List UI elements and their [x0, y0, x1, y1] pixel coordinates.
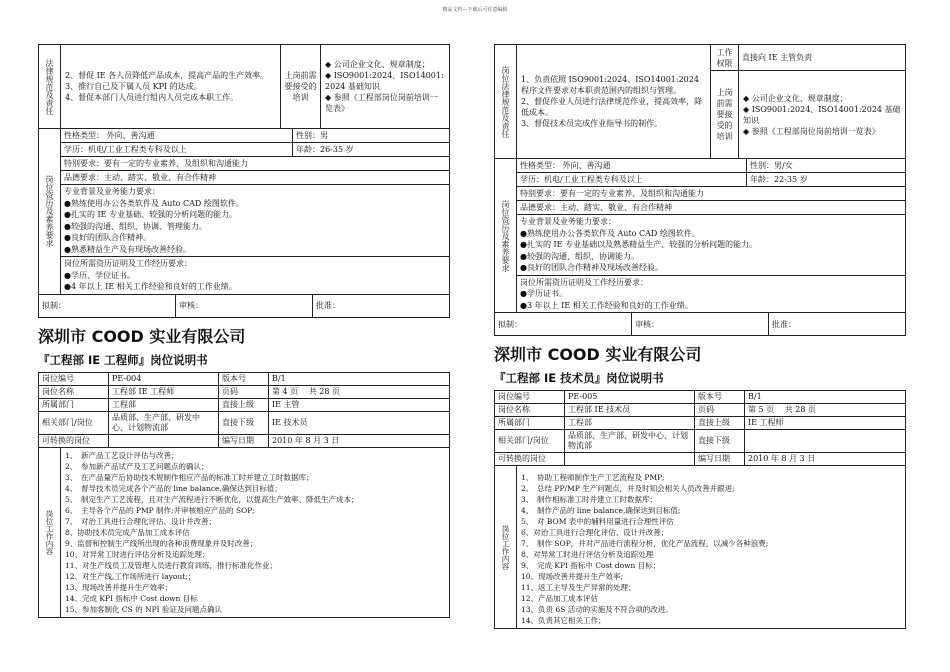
- sign-approve: 批准：: [769, 313, 906, 336]
- duty-item: 4、 督导技术员完成各个产品的 line balance,确保达到目标值；: [65, 483, 282, 493]
- sign-draft: 拟制：: [39, 294, 176, 317]
- cert-cell: [517, 275, 906, 313]
- duty-item: 14、完成 KPI 指标中 Cost down 目标: [65, 593, 198, 603]
- duties-list: [517, 466, 906, 629]
- left-responsibility-table: [38, 44, 450, 129]
- training-label: 上岗前需要接受的培训: [281, 45, 321, 129]
- duty-item: 1、 协助工程师制作生产工艺流程及 PMP;: [521, 473, 665, 482]
- training-items: [321, 45, 450, 129]
- authority-value: 直接向 IE 主管负责: [739, 45, 906, 71]
- morality-requirement: 品德要求：主动、踏实、敬业、有合作精神: [61, 171, 450, 185]
- dept-value: 工程部: [565, 417, 695, 430]
- left-info-table: [38, 372, 450, 448]
- training-item: ◆ 参照《工程部岗位岗前培训一览表》: [743, 126, 880, 136]
- duty-item: 12、对生产线,工作场所进行 layout;；: [65, 571, 196, 581]
- right-document: [494, 44, 906, 629]
- duty-item: 9、监督和控制生产线所出现的各种浪费现象并及时改善；: [65, 538, 258, 548]
- transfer-value: [109, 434, 219, 447]
- subordinate-value: [745, 430, 906, 453]
- responsibility-item: 1、负责依照 ISO9001:2024、ISO14001:2024 程序文件要求对本职责范围内的组织与管理。: [521, 75, 699, 95]
- training-item: ◆ 公司企业文化、规章制度；: [743, 93, 848, 103]
- duty-item: 9、 完成 KPI 指标中 Cost down 目标；: [521, 561, 661, 570]
- date-label: 编写日期: [219, 434, 269, 447]
- skill-item: ●扎实的 IE 专业基础、较强的分析问题的能力。: [64, 210, 238, 219]
- page-label: 页码: [219, 385, 269, 398]
- duty-item: 12、产品加工成本评估: [521, 594, 599, 603]
- transfer-value: [565, 453, 695, 466]
- left-duties-table: [38, 447, 450, 618]
- responsibility-items: [61, 45, 281, 129]
- superior-value: IE 主管: [269, 398, 450, 411]
- skill-item: ●良好的团队合作精神。: [64, 233, 151, 242]
- sign-review: 审核：: [176, 294, 313, 317]
- qualification-label: 岗位资历及素养要求: [39, 129, 61, 295]
- related-value: 品质部、生产部、研发中心、计划物流部: [565, 430, 695, 453]
- duty-item: 11、返工主导及生产异常的处理；: [521, 583, 636, 592]
- right-sign-table: [494, 312, 906, 336]
- pos-no-value: PE-005: [565, 391, 695, 404]
- training-item: ◆ 公司企业文化、规章制度；: [325, 60, 430, 69]
- right-qualification-table: [494, 158, 906, 313]
- date-label: 编写日期: [695, 453, 745, 466]
- sign-approve: 批准：: [313, 294, 450, 317]
- left-qualification-table: [38, 128, 450, 295]
- duty-item: 13、现场改善并提升生产效率；: [65, 582, 173, 592]
- skill-item: ●较强的沟通、组织、协调、管理能力。: [64, 221, 207, 231]
- responsibility-item: 4、督促本部门人员进行组内人员完成本职工作。: [65, 93, 239, 102]
- education-cell: 学历：机电/工业工程类专科及以上: [61, 143, 293, 157]
- duty-item: 8、对异常工时进行评估分析及追踪处理: [521, 550, 654, 559]
- duties-label: 岗位工作内容: [495, 466, 517, 629]
- personality-cell: 性格类型： 外向、善沟通: [517, 159, 747, 173]
- subordinate-value: IE 技术员: [269, 411, 450, 434]
- related-label: 相关部门/岗位: [39, 411, 109, 434]
- skills-title: 专业背景及业务能力要求：: [520, 217, 616, 226]
- training-item: ◆ ISO9001:2024、ISO14001:2024 基础知识: [325, 71, 444, 91]
- responsibility-item: 2、督促作业人员进行法律规范作业，提高效率，降低成本。: [521, 97, 703, 117]
- superior-label: 直接上级: [219, 398, 269, 411]
- skills-cell: [517, 215, 906, 276]
- skill-item: ●扎实的 IE 专业基础以及熟悉精益生产、较强的分析问题的能力。: [520, 240, 758, 249]
- version-value: B/1: [269, 372, 450, 385]
- special-requirement: 特别要求：要有一定的专业素养、及组织和沟通能力: [61, 157, 450, 171]
- duty-item: 7、 制作 SOP，并对产品进行流程分析，优化产品流程，以减少各种浪费;: [521, 539, 769, 548]
- training-item: ◆ 参照《工程部岗位岗前培训一览表》: [325, 93, 438, 113]
- pos-no-label: 岗位编号: [495, 391, 565, 404]
- cert-item: ●学历、学位证书。: [64, 270, 135, 280]
- pos-name-label: 岗位名称: [39, 385, 109, 398]
- duties-list: [61, 447, 450, 617]
- training-item: ◆ ISO9001:2024、ISO14001:2024 基础知识: [743, 104, 901, 125]
- left-document: [38, 44, 450, 618]
- duty-item: 6、对治工具进行合理化评估、设计并改善；: [521, 528, 669, 537]
- skills-title: 专业背景及业务能力要求：: [64, 187, 160, 196]
- skills-cell: [61, 185, 450, 257]
- version-label: 版本号: [219, 372, 269, 385]
- document-title: 『工程部 IE 工程师』岗位说明书: [38, 352, 208, 367]
- superior-value: IE 工程师: [745, 417, 906, 430]
- pos-no-value: PE-004: [109, 372, 219, 385]
- page-value: 第 4 页 共 28 页: [269, 385, 450, 398]
- duty-item: 13、负责 6S 活动的实施及不符合项的改进。: [521, 605, 673, 614]
- skill-item: ●良好的团队合作精神及现场改善经验。: [520, 263, 663, 272]
- duty-item: 8、协助技术员完成产品加工成本评估: [65, 527, 190, 537]
- responsibility-items: [517, 45, 711, 159]
- responsibility-label: 岗位法律规范及责任: [495, 45, 517, 159]
- subordinate-label: 直接下级: [695, 430, 745, 453]
- responsibility-item: 2、督促 IE 各人员降低产品成本，提高产品的生产效率。: [65, 71, 269, 80]
- duties-label: 岗位工作内容: [39, 447, 61, 617]
- left-sign-table: [38, 294, 450, 318]
- transfer-label: 可转换的岗位: [39, 434, 109, 447]
- duty-item: 10、对异常工时进行评估分析及追踪处理；: [65, 549, 210, 559]
- page-label: 页码: [695, 404, 745, 417]
- duty-item: 14、负责其它相关工作；: [521, 616, 606, 625]
- cert-item: ●学历证书。: [520, 289, 567, 298]
- special-requirement: 特别要求：要有一定的专业素养、及组织和沟通能力: [517, 187, 906, 201]
- date-value: 2010 年 8 月 3 日: [745, 453, 906, 466]
- gender-cell: 性别：男/女: [747, 159, 906, 173]
- related-value: 品质部、生产部、研发中心、计划物流部: [109, 411, 219, 434]
- responsibility-item: 3、推行自己及下属人员 KPI 的达成。: [65, 82, 202, 91]
- duty-item: 3、 在产品量产后协助技术规制作相应产品的标准工时并建立工时数据库；: [65, 472, 314, 482]
- pos-name-label: 岗位名称: [495, 404, 565, 417]
- duty-item: 15、参加客制化 CS 的 NPI 验证及问题点确认: [65, 604, 223, 614]
- duty-item: 10、现场改善并提升生产效率;: [521, 572, 624, 581]
- qualification-label: 岗位资历及素养要求: [495, 159, 517, 313]
- personality-cell: 性格类型： 外向、善沟通: [61, 129, 293, 143]
- responsibility-item: 3、督促技术员完成作业指导书的制作。: [521, 119, 663, 128]
- training-items: [739, 71, 906, 159]
- right-info-table: [494, 390, 906, 466]
- right-responsibility-table: [494, 44, 906, 159]
- duty-item: 3、 制作相标准工时并建立工时数据库；: [521, 495, 658, 504]
- gender-cell: 性别：男: [293, 129, 450, 143]
- skill-item: ●熟练使用办公各类软件及 Auto CAD 绘图软件。: [64, 198, 244, 208]
- age-cell: 年龄：22-35 岁: [747, 173, 906, 187]
- version-value: B/1: [745, 391, 906, 404]
- duty-item: 5、 对 BOM 表中的辅料用量进行合理性评估: [521, 517, 674, 526]
- version-label: 版本号: [695, 391, 745, 404]
- cert-cell: [61, 257, 450, 295]
- company-name: 深圳市 COOD 实业有限公司: [38, 326, 246, 346]
- document-title: 『工程部 IE 技术员』岗位说明书: [494, 371, 664, 385]
- duty-item: 4、 制作产品的 line balance,确保达到目标值;: [521, 506, 681, 515]
- header-note: 精品文档---下载后可任意编辑: [442, 7, 508, 13]
- sign-draft: 拟制：: [495, 313, 632, 336]
- company-name: 深圳市 COOD 实业有限公司: [494, 345, 702, 364]
- responsibility-label: 法律规范及责任: [39, 45, 61, 129]
- superior-label: 直接上级: [695, 417, 745, 430]
- duty-item: 1、 新产品工艺设计评估与改善；: [65, 450, 179, 460]
- page-value: 第 5 页 共 28 页: [745, 404, 906, 417]
- sign-review: 审核：: [632, 313, 769, 336]
- skill-item: ●熟悉精益生产及有现场改善经验。: [64, 244, 191, 254]
- related-label: 相关部门/岗位: [495, 430, 565, 453]
- duty-item: 11、对生产线员工及管理人员进行教育训练，推行标准化作业；: [65, 560, 278, 570]
- cert-item: ●4 年以上 IE 相关工作经验和良好的工作业绩。: [64, 282, 237, 291]
- pos-name-value: 工程部 IE 工程师: [109, 385, 219, 398]
- duty-item: 6、 主导各个产品的 PMP 制作;并审核相应产品的 SOP;: [65, 505, 255, 515]
- pos-no-label: 岗位编号: [39, 372, 109, 385]
- morality-requirement: 品德要求：主动、踏实、敬业、有合作精神: [517, 201, 906, 215]
- education-cell: 学历：机电/工业工程类专科及以上: [517, 173, 747, 187]
- duty-item: 2、 参加新产品试产及工艺问题点的确认；: [65, 461, 209, 471]
- cert-title: 岗位所需资历证明及工作经历要求：: [64, 259, 192, 268]
- training-label: 上岗前需要接受的培训: [711, 71, 739, 159]
- pos-name-value: 工程部 IE 技术员: [565, 404, 695, 417]
- cert-title: 岗位所需资历证明及工作经历要求：: [520, 277, 648, 287]
- cert-item: ●3 年以上 IE 相关工作经验和良好的工作业绩。: [520, 300, 693, 310]
- right-duties-table: [494, 465, 906, 629]
- skill-item: ●熟练使用办公各类软件及 Auto CAD 绘图软件。: [520, 228, 700, 238]
- dept-label: 所属部门: [495, 417, 565, 430]
- skill-item: ●较强的沟通、组织、协调能力。: [520, 251, 639, 261]
- authority-label: 工作权限: [711, 45, 739, 71]
- transfer-label: 可转换的岗位: [495, 453, 565, 466]
- duty-item: 7、 对治工具进行合理化评估、设计并改善；: [65, 516, 217, 526]
- duty-item: 2、 总结 PP/MP 生产问题点，并及时知会相关人员改善并跟进;: [521, 484, 735, 493]
- dept-label: 所属部门: [39, 398, 109, 411]
- age-cell: 年龄：26-35 岁: [293, 143, 450, 157]
- duty-item: 5、 制定生产工艺流程，且对生产流程进行不断优化，以提高生产效率、降低生产成本；: [65, 494, 359, 504]
- date-value: 2010 年 8 月 3 日: [269, 434, 450, 447]
- subordinate-label: 直接下级: [219, 411, 269, 434]
- dept-value: 工程部: [109, 398, 219, 411]
